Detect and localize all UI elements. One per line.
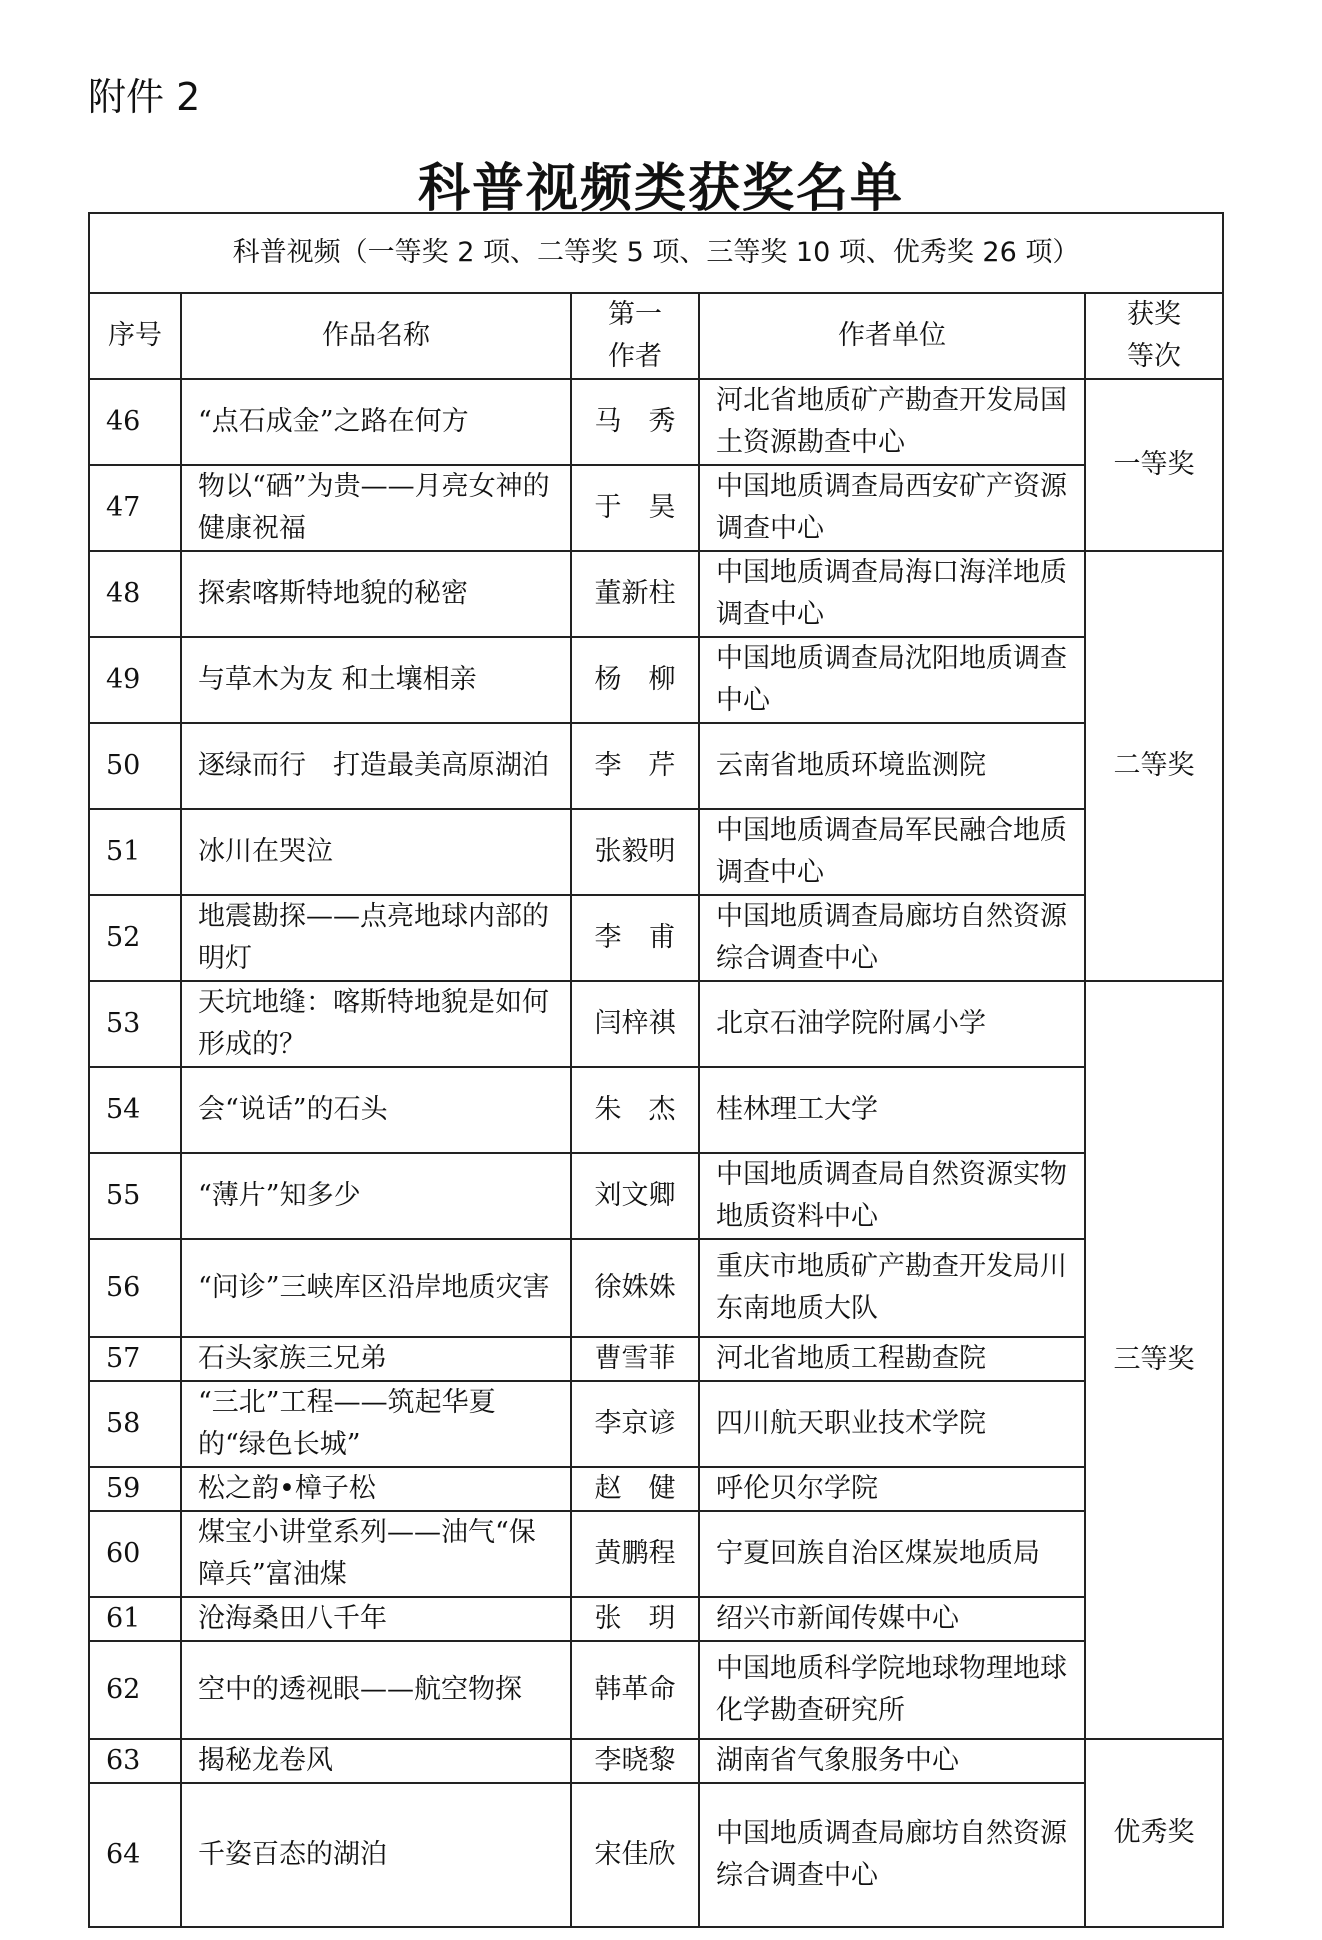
row-org: 云南省地质环境监测院 — [699, 723, 1085, 809]
row-org: 中国地质调查局海口海洋地质调查中心 — [699, 551, 1085, 637]
row-no: 64 — [89, 1783, 181, 1927]
row-org: 中国地质调查局自然资源实物地质资料中心 — [699, 1153, 1085, 1239]
row-org: 中国地质调查局军民融合地质调查中心 — [699, 809, 1085, 895]
award-third: 三等奖 — [1085, 981, 1223, 1739]
row-no: 50 — [89, 723, 181, 809]
table-row — [89, 1739, 1223, 1783]
row-no: 48 — [89, 551, 181, 637]
row-no: 63 — [89, 1739, 181, 1783]
row-no: 52 — [89, 895, 181, 981]
table-row — [89, 1153, 1223, 1239]
table-row — [89, 465, 1223, 551]
row-author: 李 芹 — [571, 723, 699, 809]
row-work: 沧海桑田八千年 — [181, 1597, 571, 1641]
row-work: 与草木为友 和土壤相亲 — [181, 637, 571, 723]
row-work: 石头家族三兄弟 — [181, 1337, 571, 1381]
table-row — [89, 1511, 1223, 1597]
row-org: 桂林理工大学 — [699, 1067, 1085, 1153]
row-author: 李晓黎 — [571, 1739, 699, 1783]
row-org: 中国地质科学院地球物理地球化学勘查研究所 — [699, 1641, 1085, 1739]
header-work: 作品名称 — [181, 293, 571, 379]
row-work: 千姿百态的湖泊 — [181, 1783, 571, 1927]
row-org: 绍兴市新闻传媒中心 — [699, 1597, 1085, 1641]
row-author: 于 昊 — [571, 465, 699, 551]
row-work: “三北”工程——筑起华夏的“绿色长城” — [181, 1381, 571, 1467]
row-author: 闫梓祺 — [571, 981, 699, 1067]
row-author: 韩革命 — [571, 1641, 699, 1739]
row-no: 61 — [89, 1597, 181, 1641]
row-author: 徐姝姝 — [571, 1239, 699, 1337]
table-row — [89, 1239, 1223, 1337]
row-org: 北京石油学院附属小学 — [699, 981, 1085, 1067]
row-work: 探索喀斯特地貌的秘密 — [181, 551, 571, 637]
row-author: 马 秀 — [571, 379, 699, 465]
row-work: 松之韵•樟子松 — [181, 1467, 571, 1511]
row-author: 李京谚 — [571, 1381, 699, 1467]
table-row — [89, 1467, 1223, 1511]
row-no: 49 — [89, 637, 181, 723]
row-no: 56 — [89, 1239, 181, 1337]
row-work: “薄片”知多少 — [181, 1153, 571, 1239]
row-org: 宁夏回族自治区煤炭地质局 — [699, 1511, 1085, 1597]
row-org: 河北省地质矿产勘查开发局国土资源勘查中心 — [699, 379, 1085, 465]
award-first: 一等奖 — [1085, 379, 1223, 551]
table-row — [89, 1067, 1223, 1153]
row-work: 逐绿而行 打造最美高原湖泊 — [181, 723, 571, 809]
row-work: 空中的透视眼——航空物探 — [181, 1641, 571, 1739]
row-work: 煤宝小讲堂系列——油气“保障兵”富油煤 — [181, 1511, 571, 1597]
row-no: 51 — [89, 809, 181, 895]
table-row — [89, 981, 1223, 1067]
row-org: 河北省地质工程勘查院 — [699, 1337, 1085, 1381]
row-org: 湖南省气象服务中心 — [699, 1739, 1085, 1783]
table-header-row — [89, 293, 1223, 379]
row-work: “问诊”三峡库区沿岸地质灾害 — [181, 1239, 571, 1337]
row-org: 中国地质调查局沈阳地质调查中心 — [699, 637, 1085, 723]
table-row — [89, 1641, 1223, 1739]
row-no: 60 — [89, 1511, 181, 1597]
row-no: 58 — [89, 1381, 181, 1467]
row-no: 55 — [89, 1153, 181, 1239]
header-award — [1085, 293, 1223, 379]
table-subheader: 科普视频（一等奖 2 项、二等奖 5 项、三等奖 10 项、优秀奖 26 项） — [89, 213, 1223, 293]
row-org: 中国地质调查局廊坊自然资源综合调查中心 — [699, 1783, 1085, 1927]
row-author: 刘文卿 — [571, 1153, 699, 1239]
row-no: 54 — [89, 1067, 181, 1153]
header-org: 作者单位 — [699, 293, 1085, 379]
table-row — [89, 1597, 1223, 1641]
table-row — [89, 1337, 1223, 1381]
row-author: 李 甫 — [571, 895, 699, 981]
row-org: 四川航天职业技术学院 — [699, 1381, 1085, 1467]
table-row — [89, 637, 1223, 723]
row-author: 董新柱 — [571, 551, 699, 637]
row-author: 张 玥 — [571, 1597, 699, 1641]
row-no: 47 — [89, 465, 181, 551]
row-org: 呼伦贝尔学院 — [699, 1467, 1085, 1511]
award-excellent: 优秀奖 — [1085, 1739, 1223, 1927]
award-second: 二等奖 — [1085, 551, 1223, 981]
row-org: 中国地质调查局廊坊自然资源综合调查中心 — [699, 895, 1085, 981]
row-org: 重庆市地质矿产勘查开发局川东南地质大队 — [699, 1239, 1085, 1337]
row-author: 张毅明 — [571, 809, 699, 895]
row-author: 朱 杰 — [571, 1067, 699, 1153]
row-work: 地震勘探——点亮地球内部的明灯 — [181, 895, 571, 981]
table-subheader-row — [89, 213, 1223, 293]
row-work: 物以“硒”为贵——月亮女神的健康祝福 — [181, 465, 571, 551]
row-no: 57 — [89, 1337, 181, 1381]
row-author: 赵 健 — [571, 1467, 699, 1511]
row-work: “点石成金”之路在何方 — [181, 379, 571, 465]
table-row — [89, 809, 1223, 895]
header-award-label: 获奖等次 — [1127, 299, 1182, 372]
header-no: 序号 — [89, 293, 181, 379]
row-author: 黄鹏程 — [571, 1511, 699, 1597]
table-row — [89, 551, 1223, 637]
page-title: 科普视频类获奖名单 — [417, 159, 904, 219]
header-author-label: 第一作者 — [608, 299, 662, 372]
header-author — [571, 293, 699, 379]
row-work: 冰川在哭泣 — [181, 809, 571, 895]
row-no: 46 — [89, 379, 181, 465]
table-row — [89, 1381, 1223, 1467]
table-row — [89, 723, 1223, 809]
row-author: 宋佳欣 — [571, 1783, 699, 1927]
row-no: 62 — [89, 1641, 181, 1739]
table-row — [89, 379, 1223, 465]
row-work: 揭秘龙卷风 — [181, 1739, 571, 1783]
row-no: 59 — [89, 1467, 181, 1511]
row-author: 杨 柳 — [571, 637, 699, 723]
row-author: 曹雪菲 — [571, 1337, 699, 1381]
row-org: 中国地质调查局西安矿产资源调查中心 — [699, 465, 1085, 551]
row-work: 会“说话”的石头 — [181, 1067, 571, 1153]
table-row — [89, 1783, 1223, 1927]
row-no: 53 — [89, 981, 181, 1067]
row-work: 天坑地缝：喀斯特地貌是如何形成的？ — [181, 981, 571, 1067]
attachment-label: 附件 2 — [88, 75, 201, 119]
awards-table — [88, 212, 1224, 1928]
table-row — [89, 895, 1223, 981]
